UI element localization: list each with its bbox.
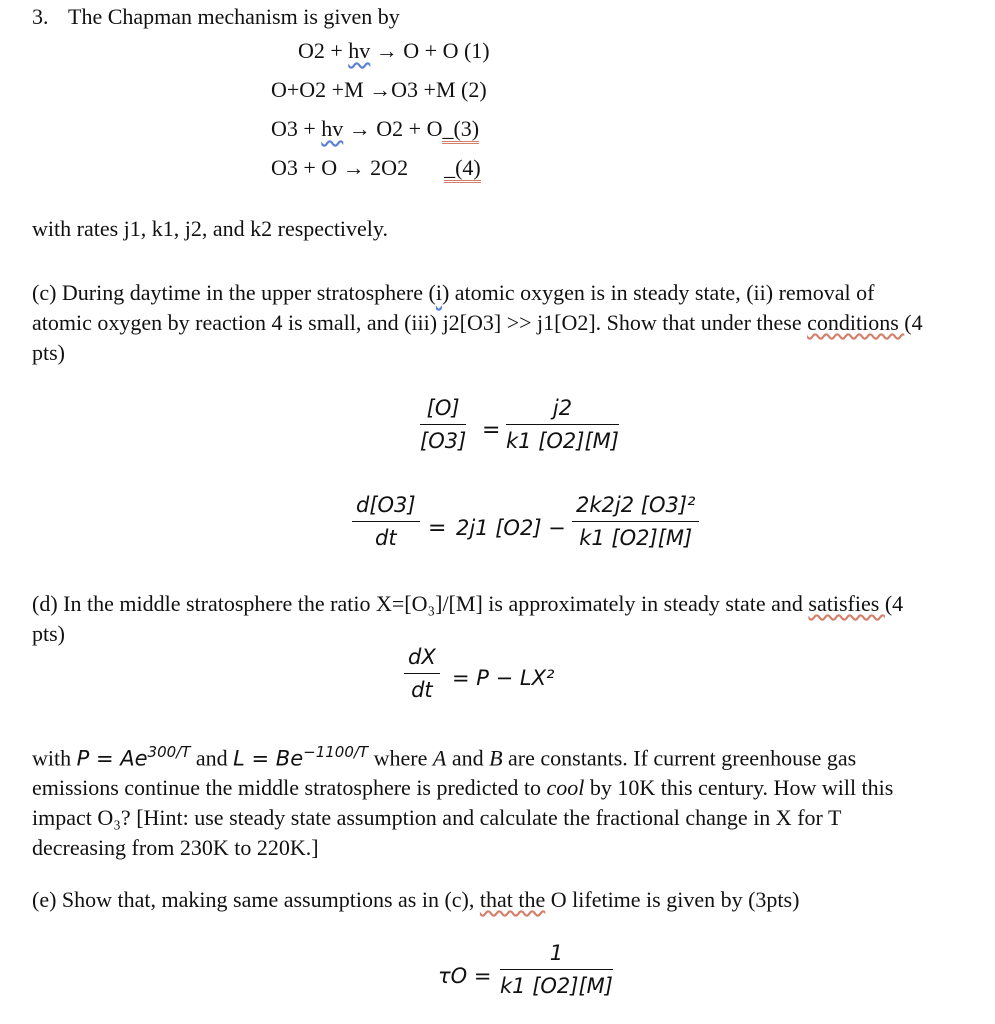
part-d-followup: with $P = Ae^{300/T}$ and $L = Be^{-1100/T}$ where A and B are constants. If current greenhouse gas emissions continue the middle stratosphere is predicted to cool by 10K this century. How will this impact O₃? [Hint: use steady state assumption and calculate the fractional change in X for T decreasing from 230K to 220K.] xyxy=(32,743,894,861)
d-eq-rhs: = P − LX² xyxy=(452,666,555,690)
reaction-3: O3 + hv → O2 + O_(3) xyxy=(271,116,479,142)
part-d-text: (d) In the middle stratosphere the ratio X=[O₃]/[M] is approximately in steady state and satisfies (4 pts) xyxy=(32,591,904,646)
c-eq2-equals: = xyxy=(428,516,447,541)
c-eq1-equals: = xyxy=(482,418,501,443)
reaction-tag: (3) xyxy=(453,116,479,144)
question-intro: The Chapman mechanism is given by xyxy=(68,4,400,29)
question-heading xyxy=(32,4,400,30)
c-eq2-lhs: $\frac{d[O3]}{dt}$ xyxy=(352,493,420,550)
question-number: 3. xyxy=(32,4,49,29)
reaction-4: O3 + O → 2O2 _(4) xyxy=(271,155,481,181)
c-eq1-lhs: $\frac{[O]}{[O3]}$ xyxy=(420,396,467,453)
c-eq2-middle: 2j1 [O2] − xyxy=(456,516,566,540)
satisfies-word: satisfies xyxy=(808,591,885,616)
reaction-1: O2 + hv → O + O (1) xyxy=(298,38,490,63)
rates-line: with rates j1, k1, j2, and k2 respectively. xyxy=(32,216,388,241)
c-eq2-rhs: $\frac{\text{2k2j2 [O3]²}}{k1 [O2][M]}$ xyxy=(572,493,699,550)
conditions-word: conditions xyxy=(807,310,905,335)
hv-term: hv xyxy=(348,38,371,63)
e-eq-rhs: $\frac{1}{k1 [O2][M]}$ xyxy=(500,941,613,998)
reaction-tag: (4) xyxy=(455,155,481,183)
reaction-2: O+O2 +M →O3 +M (2) xyxy=(271,77,487,102)
hv-term: hv xyxy=(321,116,344,141)
e-eq-lhs: τO = xyxy=(438,964,492,988)
part-e-text: (e) Show that, making same assumptions as in (c), that the O lifetime is given by (3pts) xyxy=(32,887,800,912)
that-the-words: that the xyxy=(479,887,546,912)
part-c-text: (c) During daytime in the upper stratosphere (i) atomic oxygen is in steady state, (ii) removal of atomic oxygen by reaction 4 is small, and (iii) j2[O3] >> j1[O2]. Show that under these conditions (4 pts) xyxy=(32,280,923,365)
c-eq1-rhs: $\frac{j2}{k1 [O2][M]}$ xyxy=(506,396,619,453)
d-eq-lhs: $\frac{dX}{dt}$ xyxy=(404,645,440,702)
